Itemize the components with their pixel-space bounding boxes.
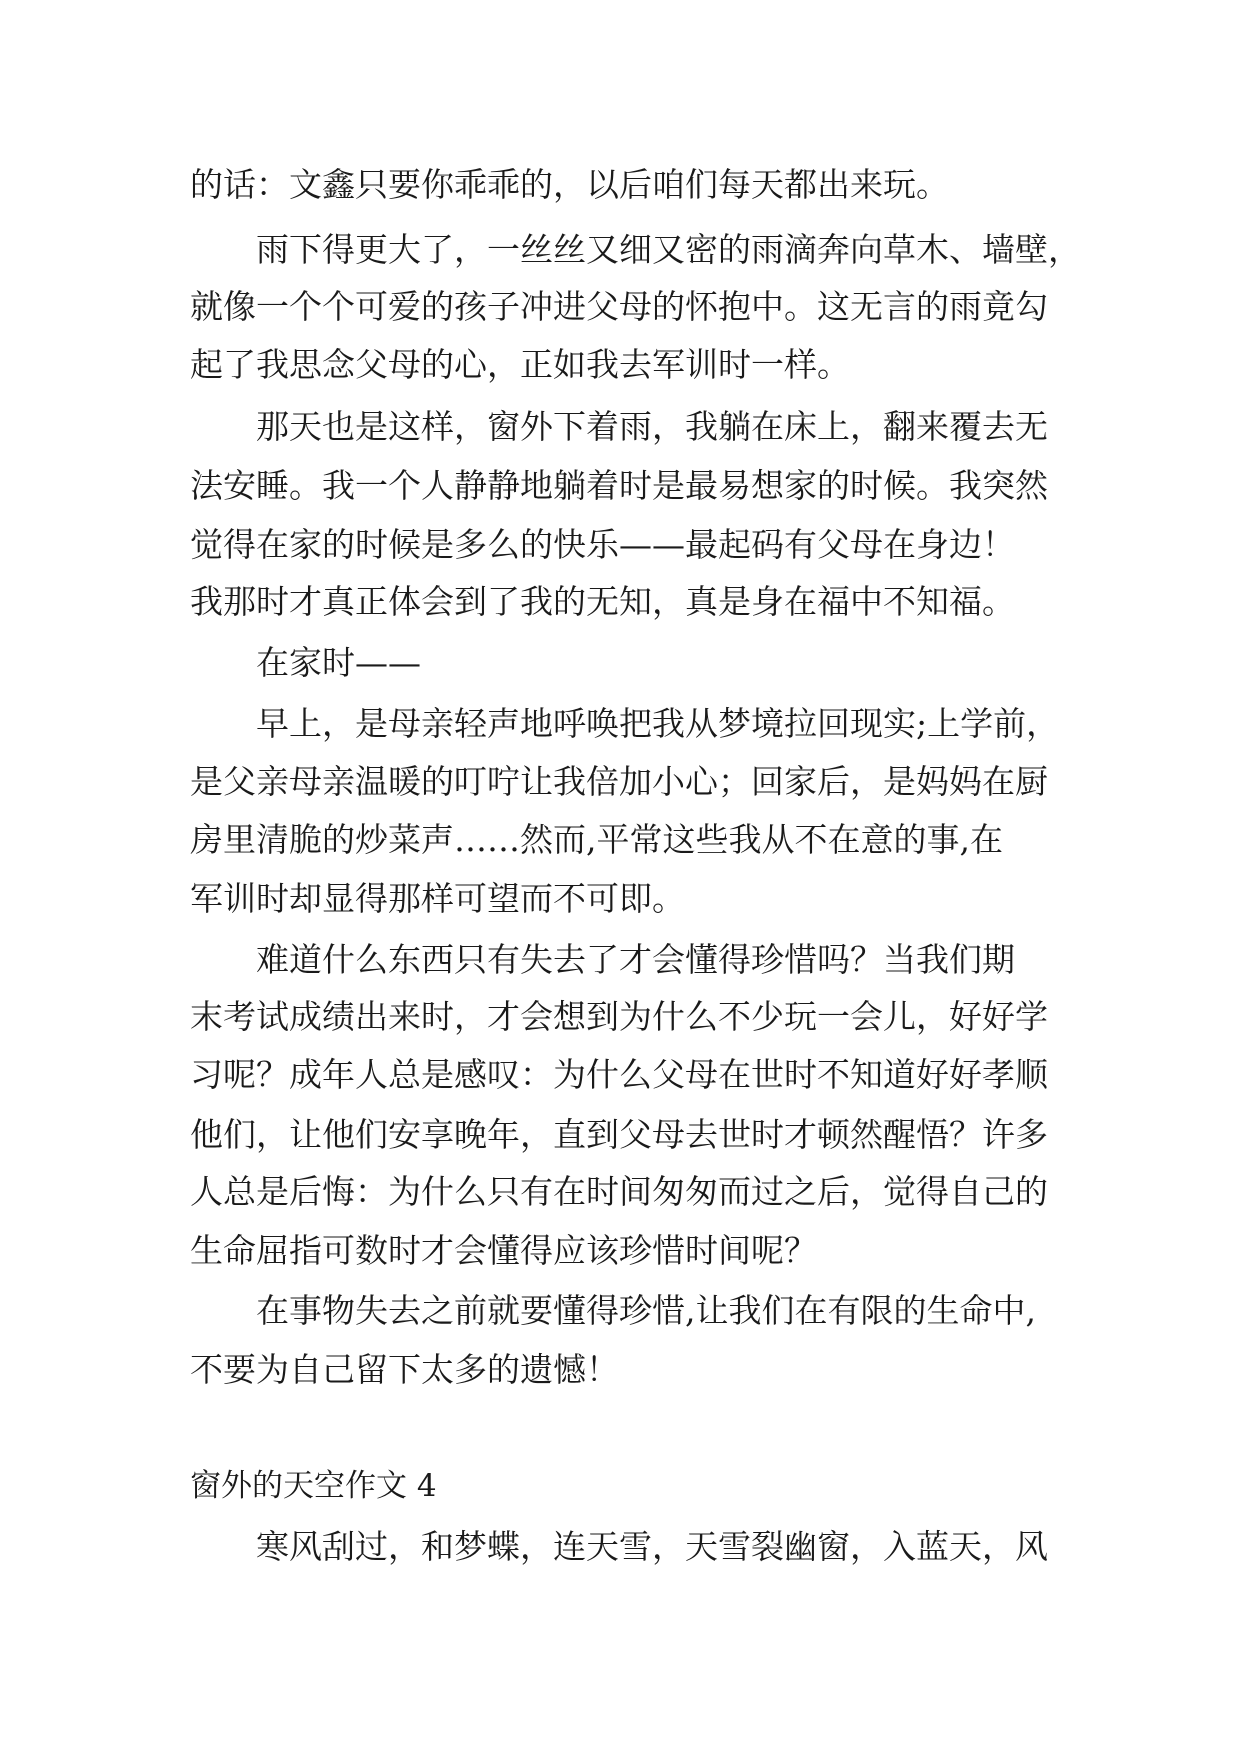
text-line: 起了我思念父母的心，正如我去军训时一样。: [190, 345, 850, 384]
text-line: 法安睡。我一个人静静地躺着时是最易想家的时候。我突然: [190, 466, 1048, 505]
text-line: 就像一个个可爱的孩子冲进父母的怀抱中。这无言的雨竟勾: [190, 287, 1048, 326]
text-line: 人总是后悔：为什么只有在时间匆匆而过之后，觉得自己的: [190, 1172, 1048, 1211]
paragraph-first-line: 难道什么东西只有失去了才会懂得珍惜吗？当我们期: [256, 940, 1015, 979]
text-line: 我那时才真正体会到了我的无知，真是身在福中不知福。: [190, 582, 1015, 621]
text-line: 他们，让他们安享晚年，直到父母去世时才顿然醒悟？许多: [190, 1115, 1048, 1154]
text-line: 房里清脆的炒菜声……然而,平常这些我从不在意的事,在: [190, 820, 1003, 859]
text-line: 末考试成绩出来时，才会想到为什么不少玩一会儿，好好学: [190, 997, 1048, 1036]
paragraph-first-line: 早上，是母亲轻声地呼唤把我从梦境拉回现实;上学前，: [256, 704, 1060, 743]
section-heading: 窗外的天空作文 4: [190, 1468, 437, 1504]
paragraph-first-line: 寒风刮过，和梦蝶，连天雪，天雪裂幽窗，入蓝天，风: [256, 1527, 1048, 1566]
text-line: 生命屈指可数时才会懂得应该珍惜时间呢？: [190, 1231, 817, 1270]
paragraph-first-line: 在事物失去之前就要懂得珍惜,让我们在有限的生命中,: [256, 1291, 1036, 1330]
text-line: 不要为自己留下太多的遗憾！: [190, 1350, 619, 1389]
text-line: 军训时却显得那样可望而不可即。: [190, 879, 685, 918]
text-line: 是父亲母亲温暖的叮咛让我倍加小心；回家后，是妈妈在厨: [190, 762, 1048, 801]
paragraph-first-line: 那天也是这样，窗外下着雨，我躺在床上，翻来覆去无: [256, 407, 1048, 446]
text-line: 觉得在家的时候是多么的快乐——最起码有父母在身边！: [190, 525, 1015, 564]
paragraph-first-line: 在家时——: [256, 643, 421, 682]
paragraph-first-line: 雨下得更大了，一丝丝又细又密的雨滴奔向草木、墙壁，: [256, 230, 1081, 269]
text-line: 的话：文鑫只要你乖乖的，以后咱们每天都出来玩。: [190, 165, 949, 204]
text-line: 习呢？成年人总是感叹：为什么父母在世时不知道好好孝顺: [190, 1055, 1048, 1094]
